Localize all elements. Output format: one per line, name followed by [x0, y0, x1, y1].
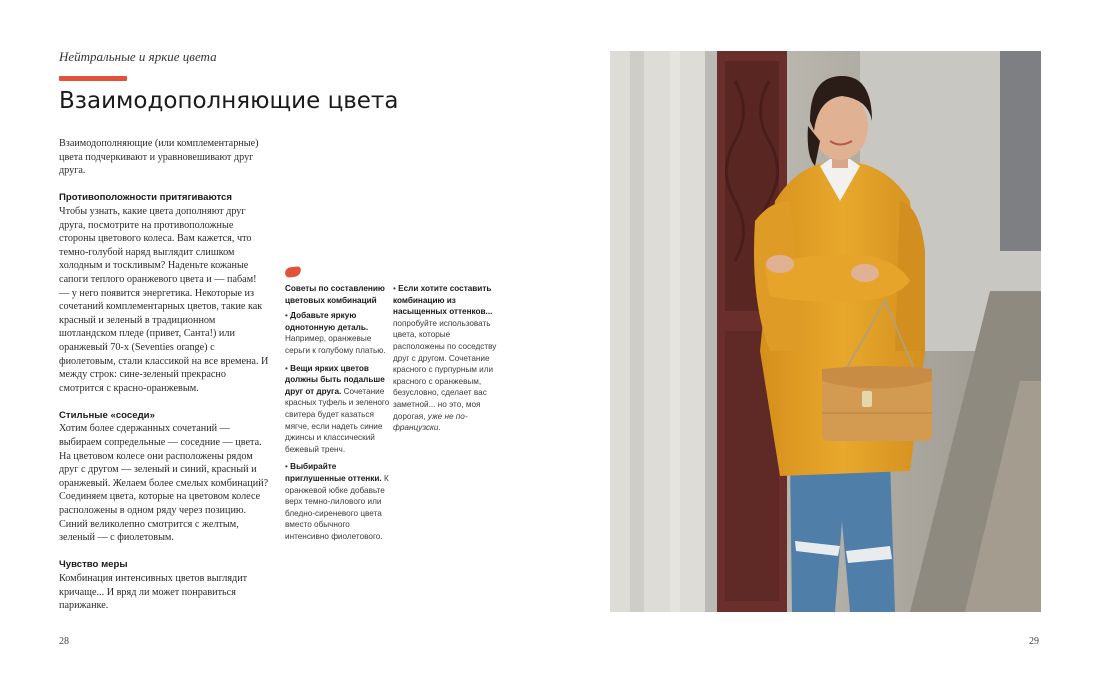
tip-text: Сочетание красных туфель и зеленого свитера будет казаться мягче, если надеть синие джинсы и классический бежевый тренч.	[285, 386, 390, 454]
tip-text: Например, оранжевые серьги к голубому платью.	[285, 334, 386, 355]
section-heading: Стильные «соседи»	[59, 409, 155, 421]
tip-item: • Добавьте яркую однотонную деталь. Например, оранжевые серьги к голубому платью.	[285, 311, 386, 355]
tip-bold: Добавьте яркую однотонную деталь.	[285, 311, 369, 332]
tips-column-2	[393, 283, 498, 440]
tip-bold: Если хотите составить комбинацию из насыщенных оттенков...	[393, 284, 493, 317]
section-text: Чтобы узнать, какие цвета дополняют друг друга, посмотрите на противоположные стороны цветового колеса. Вам кажется, что темно-голубой наряд выглядит слишком холодным и тоскливым? Наденьте кожаные сапоги теплого оранжевого цвета и — пабам! — у него появится энергетика. Некоторые из сочетаний комплементарных цветов, такие как красный и зеленый в традиционном шотландском пледе (привет, Санта!) или оранжевый 70-х (Seventies orange) с фиолетовым, стали классикой на все времена. И между строк: сине-зеленый прекрасно смотрится с красно-оранжевым.	[59, 205, 269, 394]
tip-item: • Вещи ярких цветов должны быть подальше друг от друга. Сочетание красных туфель и зеленого свитера будет казаться мягче, если надеть синие джинсы и классический бежевый тренч.	[285, 363, 390, 454]
tips-marker	[285, 266, 302, 278]
section-text: Комбинация интенсивных цветов выглядит кричаще... И вряд ли может понравиться парижанке.	[59, 573, 248, 612]
accent-bar	[59, 76, 127, 81]
page-title: Взаимодополняющие цвета	[59, 88, 399, 114]
tip-bold: Вещи ярких цветов должны быть подальше друг от друга.	[285, 363, 385, 396]
main-text-column	[59, 137, 269, 626]
tip-text: попробуйте использовать цвета, которые расположены по соседству друг с другом. Сочетание красного с пурпурным или красного с оранжевым, безусловно, сделает вас заметной... но это, моя дорогая,	[393, 318, 497, 421]
tip-item: • Выбирайте приглушенные оттенки. К оранжевой юбке добавьте верх темно-лилового или бледно-сиреневого цвета вместо обычного интенсивно фиолетового.	[285, 462, 389, 541]
section-heading: Чувство меры	[59, 559, 128, 571]
page-number-left: 28	[59, 636, 69, 647]
running-head: Нейтральные и яркие цвета	[59, 49, 217, 64]
tips-heading: Советы по составлению цветовых комбинаций	[285, 284, 385, 305]
fashion-photo	[610, 51, 1041, 612]
tip-item: • Если хотите составить комбинацию из насыщенных оттенков... попробуйте использовать цвета, которые расположены по соседству друг с другом. Сочетание красного с пурпурным или красного с оранжевым, безусловно, сделает вас заметной... но это, моя дорогая, уже не по-французски.	[393, 284, 497, 433]
section-text: Хотим более сдержанных сочетаний — выбираем сопредельные — соседние — цвета. На цветовом колесе они расположены рядом друг с другом — зеленый и синий, красный и оранжевый. Желаем более смелых комбинаций? Соединяем цвета, которые на цветовом колесе расположены в одном ряду через позицию. Синий великолепно смотрится с желтым, зеленый — с фиолетовым.	[59, 423, 269, 544]
tip-italic: уже не по-французски.	[393, 411, 468, 433]
section-heading: Противоположности притягиваются	[59, 192, 232, 204]
intro-paragraph: Взаимодополняющие (или комплементарные) цвета подчеркивают и уравновешивают друг друга.	[59, 138, 259, 177]
tip-text: К оранжевой юбке добавьте верх темно-лилового или бледно-сиреневого цвета вместо обычного интенсивно фиолетового.	[285, 473, 389, 541]
tip-bold: Выбирайте приглушенные оттенки.	[285, 462, 382, 483]
page-number-right: 29	[1029, 636, 1039, 647]
tips-column-1	[285, 283, 390, 548]
